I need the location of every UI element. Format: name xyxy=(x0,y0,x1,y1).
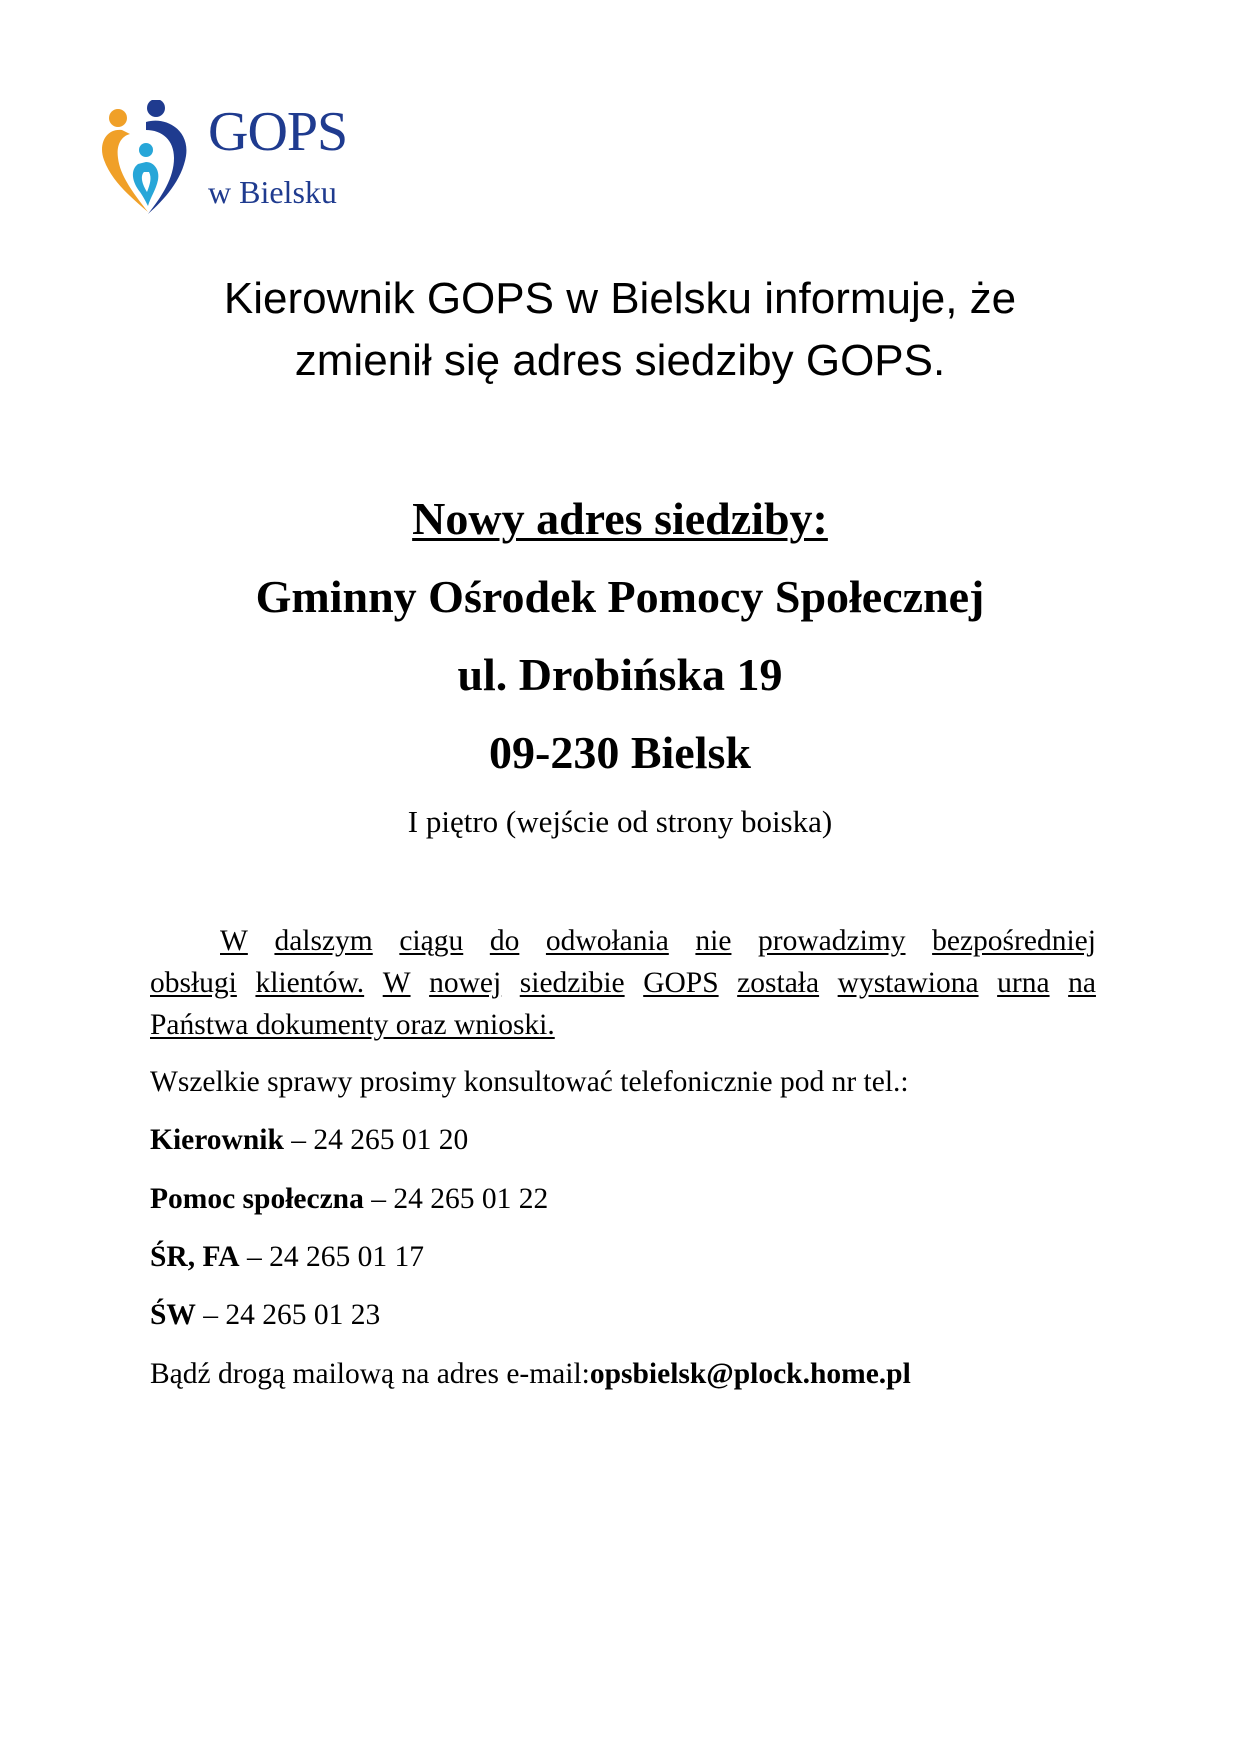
contact-email-line xyxy=(150,1360,911,1390)
notice-paragraph xyxy=(150,920,1096,1046)
notice-word: W xyxy=(220,925,248,957)
contact-sr-fa xyxy=(150,1243,424,1273)
contact-sw xyxy=(150,1301,380,1331)
contact-label: ŚW xyxy=(150,1299,196,1331)
notice-word: wystawiona xyxy=(837,967,979,999)
email-address: opsbielsk@plock.home.pl xyxy=(589,1358,911,1390)
notice-word: bezpośredniej xyxy=(932,925,1096,957)
notice-word: odwołania xyxy=(545,925,669,957)
notice-word: ciągu xyxy=(399,925,464,957)
notice-word: GOPS xyxy=(643,967,719,999)
notice-line: Państwa dokumenty oraz wnioski. xyxy=(150,1009,555,1041)
contact-label: Pomoc społeczna xyxy=(150,1183,364,1215)
email-prefix: Bądź drogą mailową na adres e-mail: xyxy=(150,1358,590,1390)
contact-kierownik xyxy=(150,1126,468,1156)
intro-line: zmienił się adres siedziby GOPS. xyxy=(294,336,946,385)
family-heart-icon xyxy=(100,100,210,225)
notice-word: siedzibie xyxy=(519,967,625,999)
gops-logo xyxy=(100,100,360,230)
logo-subtitle: w Bielsku xyxy=(208,174,337,210)
contact-intro: Wszelkie sprawy prosimy konsultować telefonicznie pod nr tel.: xyxy=(150,1066,909,1098)
notice-word: do xyxy=(489,925,520,957)
contact-label: ŚR, FA xyxy=(150,1241,240,1273)
notice-word: W xyxy=(382,967,411,999)
notice-word: nie xyxy=(695,925,732,957)
contact-phone: – 24 265 01 17 xyxy=(239,1241,424,1273)
notice-line xyxy=(150,920,1096,962)
notice-word: urna xyxy=(997,967,1050,999)
contact-phone: – 24 265 01 23 xyxy=(195,1299,381,1331)
floor-info: I piętro (wejście od strony boiska) xyxy=(407,804,833,839)
notice-line xyxy=(150,962,1096,1004)
contact-label: Kierownik xyxy=(150,1124,284,1156)
notice-word: na xyxy=(1068,967,1096,999)
contact-phone: – 24 265 01 20 xyxy=(283,1124,469,1156)
logo-title: GOPS xyxy=(208,101,348,163)
notice-word: dalszym xyxy=(274,925,373,957)
notice-word: klientów. xyxy=(255,967,365,999)
notice-word: prowadzimy xyxy=(758,925,906,957)
new-address-heading: Nowy adres siedziby: xyxy=(412,493,828,544)
postal-city: 09-230 Bielsk xyxy=(489,727,751,778)
intro-paragraph xyxy=(130,268,1110,392)
notice-word: została xyxy=(737,967,820,999)
street-address: ul. Drobińska 19 xyxy=(457,649,783,700)
notice-word: obsługi xyxy=(150,967,237,999)
institution-name: Gminny Ośrodek Pomocy Społecznej xyxy=(255,571,985,622)
notice-word: nowej xyxy=(429,967,502,999)
intro-line: Kierownik GOPS w Bielsku informuje, że xyxy=(223,274,1017,323)
contact-pomoc-spoleczna xyxy=(150,1185,548,1215)
contact-phone: – 24 265 01 22 xyxy=(363,1183,549,1215)
